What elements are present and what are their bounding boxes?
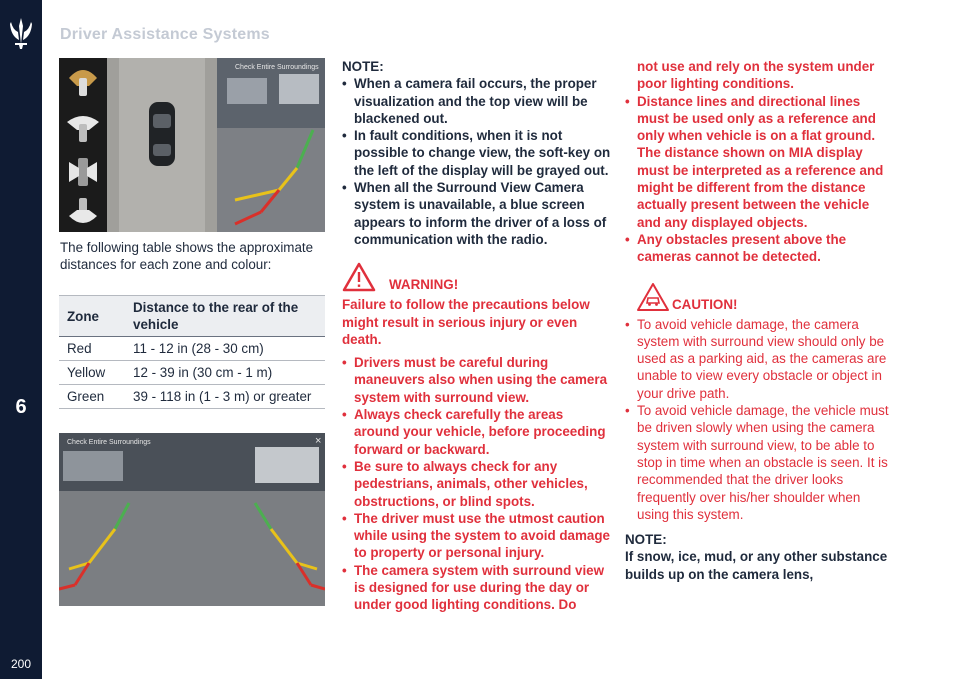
warning-triangle-icon [342,262,376,292]
check-surroundings-label: Check Entire Surroundings [235,64,319,71]
rear-parking-guide-lines [59,433,325,606]
warning-title: WARNING! [389,277,459,293]
zone-cell: Green [59,385,125,409]
warning-list-continued [625,93,895,266]
caution-list [625,316,895,524]
top-view-panel [107,58,217,232]
table-row [59,361,325,385]
table-row [59,385,325,409]
rear-view-icon [65,194,101,230]
zone-cell: Yellow [59,361,125,385]
rear-camera-panel [217,58,325,232]
list-item: • In fault conditions, when it is not possible to change view, the soft-key on the left of the display will be grayed out. [342,127,612,179]
distance-cell: 11 - 12 in (28 - 30 cm) [125,337,325,361]
zone-cell: Red [59,337,125,361]
intro-paragraph: The following table shows the approximate distances for each zone and colour: [60,240,314,272]
list-item: • Distance lines and directional lines must be used only as a reference and only when vehicle is on a flat ground. The distance shown on MIA display must be interpreted as a reference and might be different from the distance actually present between the vehicle and any displayed objects. [625,93,895,231]
section-title: Driver Assistance Systems [60,26,270,43]
distance-cell: 12 - 39 in (30 cm - 1 m) [125,361,325,385]
caution-header [625,282,895,316]
list-item: • The camera system with surround view is designed for use during the day or under good lighting conditions. Do [342,562,612,614]
rear-camera-image [59,433,325,606]
front-wide-view-icon [65,110,101,146]
list-item: • When all the Surround View Camera system is unavailable, a blue screen appears to inform the driver of a loss of communication with the radio. [342,179,612,248]
parking-guide-lines [217,58,325,232]
column-right [625,58,895,583]
front-view-icon [65,64,101,100]
list-item: • Always check carefully the areas around your vehicle, before proceeding forward or backward. [342,406,612,458]
column-middle [342,58,612,614]
table-header-row [59,296,325,337]
list-item: • The driver must use the utmost caution while using the system to avoid damage to property or personal injury. [342,510,612,562]
trident-logo-icon [7,16,35,50]
table-header-zone: Zone [59,296,125,337]
check-surroundings-label: Check Entire Surroundings [67,439,151,446]
list-item: • Be sure to always check for any pedestrians, animals, other vehicles, obstructions, or blind spots. [342,458,612,510]
warning-intro: Failure to follow the precautions below might result in serious injury or even death. [342,297,590,347]
note-heading: NOTE: [625,532,667,548]
note-heading: NOTE: [342,59,384,74]
table-row [59,337,325,361]
close-icon[interactable]: × [315,435,322,447]
table-header-distance: Distance to the rear of the vehicle [125,296,325,337]
warning-header [342,262,612,296]
warning-continued: not use and rely on the system under poor lighting conditions. [637,59,875,92]
list-item: • When a camera fail occurs, the proper visualization and the top view will be blackened out. [342,75,612,127]
note-list [342,75,612,248]
warning-list [342,354,612,613]
list-item: • Any obstacles present above the cameras cannot be detected. [625,231,895,266]
note-text: If snow, ice, mud, or any other substance builds up on the camera lens, [625,549,888,582]
top-view-icon [65,154,101,190]
zone-distance-table [59,295,325,409]
caution-car-triangle-icon [636,282,670,312]
surround-view-camera-image [59,58,325,232]
list-item: • To avoid vehicle damage, the vehicle must be driven slowly when using the camera system with surround view, to be able to stop in time when an obstacle is seen. It is recommended that the driver looks frequently over his/her shoulder when using this system. [625,402,895,523]
sidebar [0,0,42,679]
list-item: • Drivers must be careful during maneuvers also when using the camera system with surround view. [342,354,612,406]
distance-cell: 39 - 118 in (1 - 3 m) or greater [125,385,325,409]
page-number: 200 [10,657,32,671]
caution-title: CAUTION! [672,296,738,312]
top-view-car-icon [107,58,217,232]
list-item: • To avoid vehicle damage, the camera system with surround view should only be used as a parking aid, as the cameras are unable to view every obstacle or object in your drive path. [625,316,895,402]
chapter-number: 6 [15,396,27,418]
view-selector-strip [59,58,107,232]
